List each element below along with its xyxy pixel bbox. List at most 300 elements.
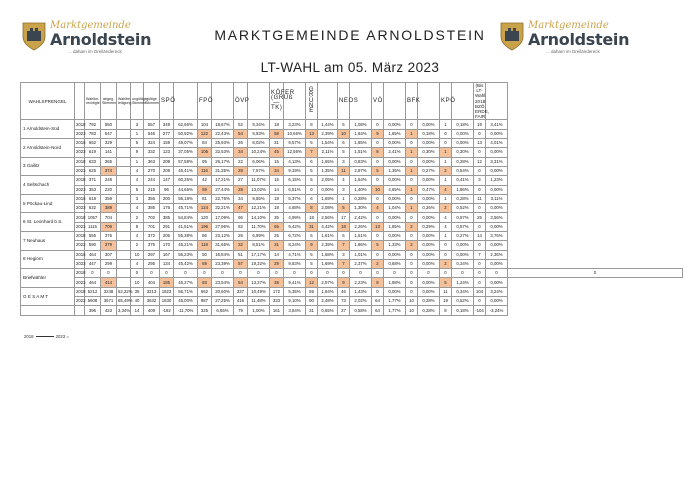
table-cell: 0 <box>474 222 486 231</box>
table-cell <box>117 185 131 194</box>
table-cell: 2,05% <box>318 176 338 185</box>
header-cell: ÖVP <box>234 83 248 120</box>
table-cell: 0 <box>174 269 198 278</box>
table-cell: 0,00% <box>418 157 440 166</box>
table-cell: 15 <box>270 176 284 185</box>
table-row <box>21 185 683 194</box>
table-cell <box>117 176 131 185</box>
table-cell: 0 <box>440 269 452 278</box>
table-cell: 45 <box>270 148 284 157</box>
table-row <box>21 213 683 222</box>
table-cell: 3,31% <box>486 157 508 166</box>
table-cell: 14 <box>131 306 144 315</box>
table-cell: 1 <box>440 176 452 185</box>
table-cell: 31 <box>270 241 284 250</box>
table-cell: 2023 <box>75 204 85 213</box>
table-cell: 2,08% <box>318 204 338 213</box>
table-cell: 170 <box>160 241 174 250</box>
table-cell: 3 <box>338 250 350 259</box>
table-cell: 3,11% <box>486 194 508 203</box>
table-cell: 23,39% <box>212 259 234 268</box>
table-cell <box>117 269 131 278</box>
table-cell: 0 <box>474 185 486 194</box>
table-cell: 3 <box>474 176 486 185</box>
table-cell: 0 <box>474 129 486 138</box>
table-cell: 1,30% <box>350 204 372 213</box>
table-cell: 1,61% <box>318 231 338 240</box>
table-cell: 56,71% <box>174 287 198 296</box>
table-cell: 1 <box>406 129 418 138</box>
district-name: 3 Gailitz <box>21 157 75 176</box>
table-cell: 23,54% <box>212 278 234 287</box>
table-cell: 0 <box>406 259 418 268</box>
table-cell: 28 <box>234 185 248 194</box>
table-cell: -192 <box>160 306 174 315</box>
table-cell: 5 <box>372 241 384 250</box>
table-cell: 464 <box>85 278 101 287</box>
table-cell: 414 <box>101 278 117 287</box>
table-cell: 4,13% <box>284 157 306 166</box>
table-cell: 1,86% <box>350 241 372 250</box>
table-cell: 13,02% <box>248 185 270 194</box>
table-cell: 19 <box>270 194 284 203</box>
table-cell: 9,83% <box>284 259 306 268</box>
table-cell: 1 <box>131 157 144 166</box>
table-cell: 10,49% <box>248 287 270 296</box>
table-cell <box>117 231 131 240</box>
table-cell: 2 <box>131 213 144 222</box>
header-cell <box>318 83 338 120</box>
table-cell: 93 <box>198 278 212 287</box>
table-cell: 31,35% <box>212 166 234 175</box>
table-cell: 447 <box>85 259 101 268</box>
table-cell: 19 <box>440 297 452 306</box>
table-cell: 5 <box>131 185 144 194</box>
table-cell: 6 <box>338 120 350 129</box>
table-cell: 2023 <box>75 185 85 194</box>
table-cell: 0 <box>406 194 418 203</box>
district-name: 6 St. Leonhard b.S. <box>21 213 75 232</box>
table-cell: 363 <box>144 157 160 166</box>
table-cell: 3248 <box>101 287 117 296</box>
table-cell: 34 <box>270 166 284 175</box>
table-cell: 2,02% <box>350 297 372 306</box>
table-cell: 18 <box>306 213 318 222</box>
table-cell: 10 <box>372 185 384 194</box>
table-cell: 32 <box>234 241 248 250</box>
table-cell: 3,41% <box>486 120 508 129</box>
table-cell: 0 <box>440 129 452 138</box>
table-cell: 0 <box>406 287 418 296</box>
table-cell: 0 <box>474 297 486 306</box>
table-cell: 0,00% <box>486 297 508 306</box>
table-cell: 0 <box>372 194 384 203</box>
table-cell: 84 <box>198 139 212 148</box>
table-cell: 0 <box>474 241 486 250</box>
table-cell: -3,24% <box>486 306 508 315</box>
table-cell: 13 <box>474 139 486 148</box>
table-cell: 0,28% <box>350 194 372 203</box>
table-cell: 96 <box>234 213 248 222</box>
table-cell: 9,10% <box>284 297 306 306</box>
table-cell: 0 <box>406 250 418 259</box>
table-cell: 9,55% <box>248 194 270 203</box>
table-cell: 45,42% <box>174 259 198 268</box>
table-cell: 409 <box>144 306 160 315</box>
table-cell: 1,86% <box>452 185 474 194</box>
table-cell: 9,42% <box>284 222 306 231</box>
table-cell: 709 <box>101 222 117 231</box>
table-cell: 625 <box>85 166 101 175</box>
table-cell: 0,00% <box>384 194 406 203</box>
table-cell: 8 <box>372 278 384 287</box>
table-cell <box>117 222 131 231</box>
table-cell: 27,96% <box>212 222 234 231</box>
table-cell: 54 <box>234 129 248 138</box>
table-cell: 0,00% <box>418 278 440 287</box>
table-cell: 372 <box>144 231 160 240</box>
table-cell: 0 <box>306 269 318 278</box>
table-cell: 0,83% <box>350 157 372 166</box>
header-cell: (Bis LT-Wahl 2018: BZÖ, ERDE, FAIR <box>475 83 490 120</box>
header-cell <box>384 83 406 120</box>
table-cell: 1 <box>406 166 418 175</box>
page-subtitle: LT-WAHL am 05. März 2023 <box>260 60 440 75</box>
table-cell: 0 <box>372 269 384 278</box>
table-cell: 49,07% <box>174 139 198 148</box>
table-cell: 8,24% <box>284 241 306 250</box>
table-cell: 45,21% <box>174 241 198 250</box>
table-cell: 0 <box>212 269 234 278</box>
table-cell: 8 <box>306 204 318 213</box>
table-cell: 5 <box>306 176 318 185</box>
table-cell: 90 <box>306 297 318 306</box>
table-cell: 0,00% <box>486 204 508 213</box>
table-cell: 3632 <box>144 297 160 306</box>
table-cell: 652 <box>85 139 101 148</box>
table-cell: 26,17% <box>212 157 234 166</box>
table-cell: 62,22% <box>117 287 131 296</box>
table-cell: 337 <box>234 287 248 296</box>
header-cell: gültige Stimmen <box>144 83 160 120</box>
table-cell: 9,34% <box>248 120 270 129</box>
table-cell: 2023 <box>75 259 85 268</box>
header-cell: KPÖ <box>440 83 452 120</box>
table-cell: 385 <box>144 204 160 213</box>
table-cell <box>117 250 131 259</box>
table-cell: 618 <box>85 194 101 203</box>
table-cell: 2,97% <box>350 166 372 175</box>
logo-script-text: Marktgemeinde <box>528 20 609 31</box>
table-cell: 120 <box>198 213 212 222</box>
table-cell: 31 <box>306 306 318 315</box>
table-cell: 14 <box>270 185 284 194</box>
table-cell: 0,18% <box>418 129 440 138</box>
header-cell: BFK <box>406 83 418 120</box>
table-cell: 10,24% <box>248 148 270 157</box>
table-cell: 0,00% <box>486 259 508 268</box>
table-cell: 6 <box>338 231 350 240</box>
district-name: 1 Arnoldstein-Süd <box>21 120 75 139</box>
table-cell: 0,57% <box>452 222 474 231</box>
table-cell: 58 <box>270 129 284 138</box>
table-cell: 8,51% <box>248 241 270 250</box>
table-cell: 7 <box>306 148 318 157</box>
table-cell: 0,00% <box>418 139 440 148</box>
table-cell: 0 <box>406 269 418 278</box>
table-cell: 0,00% <box>452 129 474 138</box>
table-row <box>21 148 683 157</box>
table-cell: 3 <box>338 157 350 166</box>
header-cell: VÖ <box>372 83 384 120</box>
table-cell: 34 <box>234 148 248 157</box>
table-cell: 16,84% <box>212 250 234 259</box>
table-cell: 307 <box>101 250 117 259</box>
table-cell: 8 <box>131 222 144 231</box>
table-cell: 248 <box>101 176 117 185</box>
table-cell: 2 <box>372 259 384 268</box>
table-cell: 9 <box>131 148 144 157</box>
table-cell: 3 <box>131 120 144 129</box>
table-cell: 5 <box>306 139 318 148</box>
table-cell: 550 <box>101 120 117 129</box>
table-cell: 557 <box>144 120 160 129</box>
header-cell: Wahlbe-rechtigte <box>85 83 101 120</box>
table-cell: 1,24% <box>452 278 474 287</box>
table-cell: 8 <box>440 306 452 315</box>
table-cell: 5,37% <box>284 194 306 203</box>
table-cell: 2023 <box>75 297 85 306</box>
table-cell: 0 <box>406 139 418 148</box>
table-cell: 1115 <box>85 222 101 231</box>
table-cell: 19 <box>474 120 486 129</box>
table-cell: 0,58% <box>350 306 372 315</box>
table-cell: 12,21% <box>248 204 270 213</box>
table-cell: 0 <box>418 269 440 278</box>
table-cell: 619 <box>85 148 101 157</box>
table-cell: 19,32% <box>248 259 270 268</box>
table-cell: 349 <box>160 120 174 129</box>
table-cell: 4 <box>131 204 144 213</box>
table-cell: 57 <box>234 259 248 268</box>
table-cell: 2,26% <box>350 222 372 231</box>
table-cell: 215 <box>144 185 160 194</box>
table-cell: 2,36% <box>486 250 508 259</box>
table-cell: 2 <box>440 204 452 213</box>
table-cell: 324 <box>144 139 160 148</box>
table-cell: 5 <box>338 204 350 213</box>
table-cell: 5 <box>306 259 318 268</box>
table-cell: 0,30% <box>418 148 440 157</box>
table-cell: 7 <box>338 259 350 268</box>
table-cell: 50 <box>198 250 212 259</box>
table-cell: 161 <box>270 306 284 315</box>
table-cell: 0 <box>101 269 117 278</box>
table-cell: 5 <box>440 278 452 287</box>
table-cell: 1 <box>440 148 452 157</box>
table-cell: 73 <box>338 297 350 306</box>
table-cell: 1,04% <box>384 204 406 213</box>
table-cell <box>117 157 131 166</box>
table-cell: 0 <box>131 269 144 278</box>
table-cell: 365 <box>101 157 117 166</box>
table-cell: 325 <box>198 306 212 315</box>
table-cell: 633 <box>85 157 101 166</box>
table-cell: 353 <box>85 185 101 194</box>
table-cell: 185 <box>160 278 174 287</box>
table-cell: 0,47% <box>418 185 440 194</box>
table-cell: 6,72% <box>284 231 306 240</box>
table-cell: 65,49% <box>117 297 131 306</box>
table-cell: 17 <box>338 213 350 222</box>
results-table <box>20 82 683 316</box>
difference-label <box>21 306 75 315</box>
table-cell: 0,00% <box>486 166 508 175</box>
table-cell: 116 <box>198 166 212 175</box>
table-cell: 0,00% <box>486 185 508 194</box>
table-cell: 25,93% <box>212 139 234 148</box>
table-cell: 20,60% <box>212 287 234 296</box>
table-cell: 0,41% <box>452 176 474 185</box>
table-cell: 1,84% <box>350 129 372 138</box>
table-cell: 11 <box>440 287 452 296</box>
table-cell: 0 <box>474 166 486 175</box>
table-cell: 209 <box>160 157 174 166</box>
table-cell: 122 <box>198 129 212 138</box>
table-cell: 22,75% <box>212 194 234 203</box>
table-cell: 2 <box>406 222 418 231</box>
header-cell <box>212 83 234 120</box>
table-cell: 220 <box>101 185 117 194</box>
table-cell: 2,37% <box>350 259 372 268</box>
table-cell: 0 <box>406 231 418 240</box>
table-cell: 4 <box>440 213 452 222</box>
table-cell: 546 <box>144 129 160 138</box>
table-cell: 57,58% <box>174 157 198 166</box>
table-cell: 31 <box>306 222 318 231</box>
table-cell: 4 <box>372 204 384 213</box>
table-cell: 376 <box>101 231 117 240</box>
table-cell: 0,28% <box>452 194 474 203</box>
table-cell: 0 <box>372 157 384 166</box>
table-row <box>21 204 683 213</box>
table-cell: 31,65% <box>212 241 234 250</box>
table-cell: 4 <box>131 231 144 240</box>
table-cell: 2,41% <box>384 148 406 157</box>
table-cell: 0 <box>406 157 418 166</box>
table-cell: 44,65% <box>174 185 198 194</box>
table-cell: 12 <box>474 157 486 166</box>
table-cell: 0,00% <box>452 250 474 259</box>
table-cell <box>117 259 131 268</box>
table-cell: 3671 <box>101 297 117 306</box>
table-cell: 46 <box>338 287 350 296</box>
table-cell: 0 <box>85 269 101 278</box>
table-cell: 423 <box>101 306 117 315</box>
header-cell: SPÖ <box>160 83 174 120</box>
table-cell: 59 <box>198 185 212 194</box>
table-cell: 547 <box>101 129 117 138</box>
table-cell: 1 <box>440 120 452 129</box>
table-cell: 0 <box>318 269 338 278</box>
table-cell: 0 <box>338 269 350 278</box>
table-cell: 147 <box>160 176 174 185</box>
table-cell: 2018 <box>75 120 85 129</box>
table-cell: 86 <box>198 231 212 240</box>
table-cell: 18 <box>270 120 284 129</box>
table-cell: 200 <box>160 194 174 203</box>
header-cell: G R Ü N E <box>306 83 318 120</box>
table-cell: 295 <box>144 259 160 268</box>
table-cell: 2,11% <box>318 148 338 157</box>
table-row <box>21 278 683 287</box>
table-cell: 0 <box>474 259 486 268</box>
table-cell: 62,66% <box>174 120 198 129</box>
table-cell: 2023 <box>75 278 85 287</box>
table-cell: 54 <box>234 278 248 287</box>
table-row <box>21 250 683 259</box>
table-cell: 379 <box>101 241 117 250</box>
table-cell: 8,02% <box>248 139 270 148</box>
table-row <box>21 157 683 166</box>
table-cell: 590 <box>85 241 101 250</box>
table-cell: 374 <box>101 166 117 175</box>
table-cell: 4 <box>440 222 452 231</box>
header-cell <box>174 83 198 120</box>
table-cell: 2 <box>406 241 418 250</box>
table-row <box>21 120 683 129</box>
table-cell <box>117 129 131 138</box>
table-cell: 0,27% <box>452 231 474 240</box>
table-cell: 9,41% <box>284 278 306 287</box>
table-cell: 3,24% <box>486 287 508 296</box>
table-cell: 79 <box>234 306 248 315</box>
table-cell: 50,92% <box>174 129 198 138</box>
table-cell: 0,28% <box>452 157 474 166</box>
table-cell: 0 <box>440 250 452 259</box>
district-name: G E S A M T <box>21 287 75 306</box>
table-cell: 1 <box>440 231 452 240</box>
table-cell: 0,00% <box>452 241 474 250</box>
table-cell: 0 <box>248 269 270 278</box>
legend-2023: 2023 = <box>55 334 69 339</box>
table-cell: 141 <box>101 148 117 157</box>
table-cell: 0,00% <box>384 287 406 296</box>
table-cell: 17,21% <box>212 176 234 185</box>
table-cell: 333 <box>270 297 284 306</box>
table-cell: 1,65% <box>384 129 406 138</box>
table-row <box>21 287 683 296</box>
table-cell: 0 <box>198 269 212 278</box>
table-cell: 10,66% <box>284 129 306 138</box>
table-cell: 11,07% <box>248 176 270 185</box>
table-cell: 64 <box>372 297 384 306</box>
table-cell: 1,00% <box>248 306 270 315</box>
table-cell: 27 <box>234 176 248 185</box>
table-cell: 277 <box>160 129 174 138</box>
table-cell: 5 <box>338 148 350 157</box>
table-cell: 464 <box>85 250 101 259</box>
table-cell: 4 <box>440 185 452 194</box>
district-name: Briefwähler <box>21 269 75 288</box>
table-cell: 0 <box>372 120 384 129</box>
table-cell: 2,48% <box>318 297 338 306</box>
table-cell: 0,52% <box>452 204 474 213</box>
table-cell: 51 <box>234 250 248 259</box>
table-cell: 11,70% <box>248 222 270 231</box>
table-cell: 783 <box>85 129 101 138</box>
table-cell: 0 <box>474 204 486 213</box>
